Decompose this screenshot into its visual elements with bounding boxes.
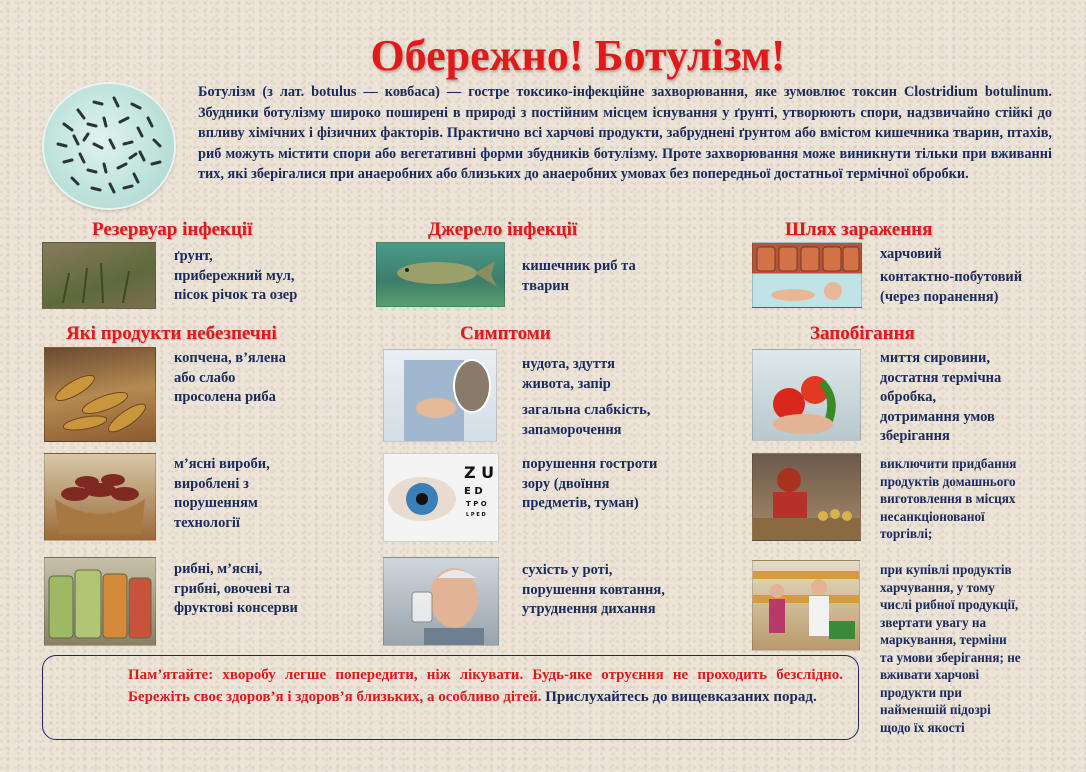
prevention-text-market: виключити придбання продуктів домашнього виготовлення в місцях несанкціонованої торгівлі; [880, 456, 1017, 541]
heading-symptoms: Симптоми [460, 323, 551, 344]
symptoms-text-weakness: загальна слабкість, запаморочення [522, 402, 651, 438]
stomach-ache-image [383, 349, 497, 442]
washing-vegetables-image [752, 349, 861, 441]
eye-chart-image [383, 453, 499, 542]
source-text: кишечник риб та тварин [522, 258, 636, 294]
heading-products: Які продукти небезпечні [66, 323, 277, 344]
canned-food-image [44, 557, 156, 646]
reservoir-text: ґрунт, прибережний мул, пісок річок та озер [174, 248, 298, 303]
elderly-man-drinking-image [383, 557, 499, 646]
prevention-text-washing: миття сировини, достатня термічна обробка, дотримання умов зберігання [880, 350, 1002, 444]
products-text-fish: копчена, в’ялена або слабо просолена риба [174, 350, 286, 405]
jars-hands-image [752, 242, 862, 308]
bacteria-image [44, 84, 174, 208]
svg-text:T P O: T P O [466, 500, 487, 508]
symptoms-text-vision: порушення гостроти зору (двоїння предметів, туман) [522, 456, 658, 511]
svg-text:E D: E D [464, 486, 483, 497]
heading-prevention: Запобігання [810, 323, 915, 344]
soil-image [42, 242, 156, 309]
reminder-text-red: Пам’ятайте: хворобу легше попередити, ніж лікувати. Будь-яке отруєння не проходить безслідно. Бережіть своє здоров’я і здоров’я близьких, а особливо дітей. [128, 667, 843, 705]
intro-paragraph: Ботулізм (з лат. botulus — ковбаса) — гостре токсико-інфекційне захворювання, яке зумовлює токсин Clostridium botulinum. Збудники ботулізму широко поширені в природі з постійним місцем існування у ґрунті, утворюють спори, надзвичайно стійкі до впливу хімічних і фізичних факторів. Практично всі харчові продукти, забруднені ґрунтом або вмістом кишечника тварин, птахів, риб можуть містити спори або вегетативні форми збудників ботулізму. Проте захворювання може виникнути тільки при вживанні тих, які зберігалися при анаеробних або близьких до анаеробних умовах без попередньої достатньої термічної обробки. [198, 84, 1052, 182]
heading-source: Джерело інфекції [428, 219, 578, 240]
grocery-shopping-image [752, 560, 860, 651]
fish-image [376, 242, 505, 307]
svg-text:Z U: Z U [464, 463, 495, 482]
heading-reservoir: Резервуар інфекції [92, 219, 253, 240]
svg-text:L P E D: L P E D [466, 512, 486, 518]
prevention-text-shopping: при купівлі продуктів харчування, у тому числі рибної продукції, звертати увагу на маркування, терміни та умови зберігання; не вживати харчові продукти при найменшій підозрі щодо їх якості [880, 562, 1021, 735]
heading-route: Шлях зараження [785, 219, 933, 240]
reminder-text [128, 665, 843, 708]
market-stall-image [752, 453, 861, 541]
symptoms-text-swallowing: сухість у роті, порушення ковтання, утруднення дихання [522, 562, 665, 617]
products-text-canned: рибні, м’ясні, грибні, овочеві та фруктові консерви [174, 561, 298, 616]
symptoms-text-nausea: нудота, здуття живота, запір [522, 356, 615, 392]
products-text-meat: м’ясні вироби, вироблені з порушенням технології [174, 456, 270, 531]
sausages-image [44, 453, 156, 541]
route-text-contact: контактно-побутовий (через поранення) [880, 269, 1023, 305]
reminder-text-navy: Прислухайтесь до вищевказаних порад. [545, 688, 817, 705]
smoked-fish-image [44, 347, 156, 442]
route-text-food: харчовий [880, 246, 942, 262]
page-title: Обережно! Ботулізм! [370, 31, 786, 80]
